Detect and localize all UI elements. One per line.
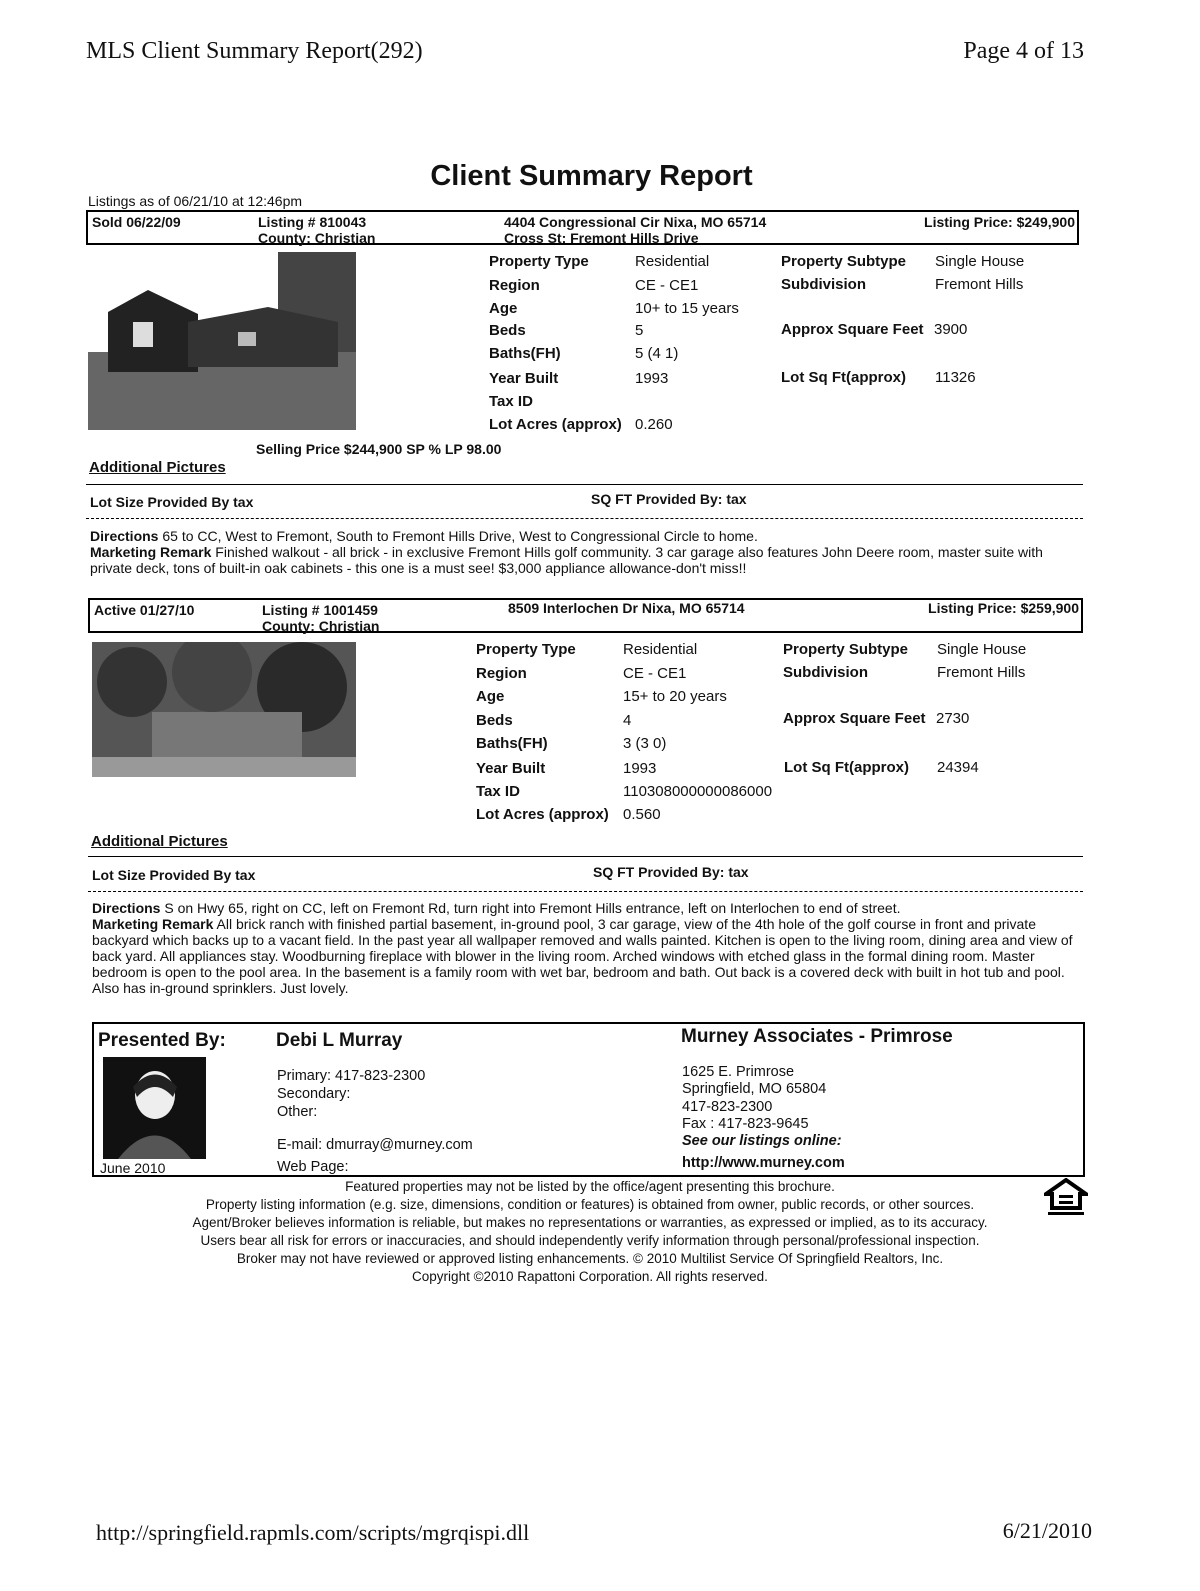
listing-price: Listing Price: $259,900	[928, 600, 1079, 616]
field-value: 24394	[937, 759, 979, 776]
divider	[86, 518, 1083, 519]
field-value: 3 (3 0)	[623, 735, 667, 752]
field-value: 1993	[623, 760, 657, 777]
listing-county: County: Christian	[262, 618, 380, 634]
field-value: Residential	[623, 641, 698, 658]
report-header-title: MLS Client Summary Report(292)	[86, 38, 423, 64]
page-number: Page 4 of 13	[963, 38, 1084, 64]
listing-status: Sold 06/22/09	[92, 214, 181, 230]
sqft-provided: SQ FT Provided By: tax	[591, 491, 747, 507]
office-address-line2: Springfield, MO 65804	[682, 1081, 827, 1097]
field-label: Lot Sq Ft(approx)	[781, 369, 906, 386]
field-value: Single House	[937, 641, 1027, 658]
office-address-line1: 1625 E. Primrose	[682, 1064, 795, 1080]
field-value: 1993	[635, 370, 669, 387]
marketing-remark-text: Finished walkout - all brick - in exclusive Fremont Hills golf community. 3 car garage also features John Deere room, master suite with private deck, tons of built-in oak cabinets - this one is a must see! $3,000 appliance allowance-don't miss!!	[90, 544, 1043, 576]
lot-size-provided: Lot Size Provided By tax	[92, 867, 256, 883]
field-label: Baths(FH)	[476, 735, 548, 752]
directions-label: Directions	[92, 900, 161, 916]
field-value: 10+ to 15 years	[635, 300, 739, 317]
field-label: Beds	[489, 322, 526, 339]
disclaimer-line: Copyright ©2010 Rapattoni Corporation. All rights reserved.	[412, 1269, 768, 1284]
field-label: Approx Square Feet	[781, 321, 924, 338]
footer-url: http://springfield.rapmls.com/scripts/mgrqispi.dll	[96, 1520, 530, 1545]
field-label: Tax ID	[489, 393, 533, 410]
field-label: Region	[476, 665, 527, 682]
disclaimer-line: Property listing information (e.g. size, dimensions, condition or features) is obtained from owner, public records, or other sources.	[205, 1197, 975, 1212]
agent-secondary-phone: Secondary:	[277, 1086, 351, 1102]
disclaimer-line: Agent/Broker believes information is reliable, but makes no representations or warranties, as expressed or implied, as to its accuracy.	[192, 1215, 988, 1230]
listing-description	[90, 528, 1080, 576]
marketing-remark-label: Marketing Remark	[90, 544, 212, 560]
field-label: Age	[476, 688, 505, 705]
field-value: 0.260	[635, 416, 673, 433]
listing-address: 4404 Congressional Cir Nixa, MO 65714	[504, 214, 767, 230]
agent-other-phone: Other:	[277, 1104, 318, 1120]
marketing-remark-label: Marketing Remark	[92, 916, 214, 932]
listing-photo	[88, 252, 356, 430]
field-value: 2730	[936, 710, 970, 727]
field-value: 3900	[934, 321, 968, 338]
lot-size-provided: Lot Size Provided By tax	[90, 494, 254, 510]
directions-text: S on Hwy 65, right on CC, left on Fremont Rd, turn right into Fremont Hills entrance, left on Interlochen to end of street.	[164, 900, 901, 916]
field-label: Tax ID	[476, 783, 520, 800]
field-value: 11326	[935, 369, 976, 386]
listing-header-box	[88, 598, 1083, 633]
agent-name: Debi L Murray	[276, 1030, 403, 1051]
additional-pictures-link[interactable]: Additional Pictures	[89, 459, 226, 476]
listing-description	[92, 900, 1082, 996]
listing-header-box	[86, 210, 1079, 245]
office-phone: 417-823-2300	[682, 1099, 773, 1115]
office-website-link[interactable]: http://www.murney.com	[682, 1155, 845, 1171]
field-label: Lot Acres (approx)	[476, 806, 609, 823]
field-label: Lot Acres (approx)	[489, 416, 622, 433]
directions-label: Directions	[90, 528, 159, 544]
field-label: Beds	[476, 712, 513, 729]
selling-price: Selling Price $244,900 SP % LP 98.00	[256, 441, 502, 457]
disclaimer-line: Users bear all risk for errors or inaccuracies, and should independently verify information through personal/professional inspection.	[200, 1233, 980, 1248]
sqft-provided: SQ FT Provided By: tax	[593, 864, 749, 880]
office-name: Murney Associates - Primrose	[681, 1026, 953, 1047]
field-label: Lot Sq Ft(approx)	[784, 759, 909, 776]
see-listings-online: See our listings online:	[682, 1133, 842, 1149]
field-value: Residential	[635, 253, 710, 270]
field-label: Baths(FH)	[489, 345, 561, 362]
field-value: CE - CE1	[635, 277, 699, 294]
field-value: 5	[635, 322, 644, 339]
field-label: Property Subtype	[783, 641, 909, 658]
page-title: Client Summary Report	[430, 160, 753, 192]
listing-price: Listing Price: $249,900	[924, 214, 1075, 230]
field-label: Property Type	[476, 641, 576, 658]
field-label: Subdivision	[783, 664, 869, 681]
listing-status: Active 01/27/10	[94, 602, 195, 618]
divider	[88, 891, 1083, 892]
field-label: Year Built	[489, 370, 559, 387]
disclaimer-line: Broker may not have reviewed or approved listing enhancements. © 2010 Multilist Service Of Springfield Realtors, Inc.	[236, 1251, 944, 1266]
field-label: Subdivision	[781, 276, 867, 293]
presented-by-label: Presented By:	[98, 1030, 226, 1051]
field-label: Age	[489, 300, 518, 317]
listing-photo	[92, 642, 356, 777]
divider	[86, 484, 1083, 485]
marketing-remark-text: All brick ranch with finished partial basement, in-ground pool, 3 car garage, view of the 4th hole of the golf course in front and private backyard which backs up to a vacant field. In the past year all wallpaper removed and walls painted. Kitchen is open to the living room, dining area and view of back yard. All appliances stay. Woodburning fireplace with blower in the living room. Arched windows with etched glass in the formal dining room. Master bedroom is open to the pool area. In the basement is a family room with wet bar, bedroom and bath. Out back is a covered deck with built in hot tub and pool. Also has in-ground sprinklers. Just lovely.	[92, 916, 1073, 996]
agent-web-page: Web Page:	[277, 1159, 349, 1175]
agent-primary-phone: Primary: 417-823-2300	[277, 1068, 426, 1084]
agent-box	[92, 1022, 1085, 1177]
footer-date: 6/21/2010	[1002, 1518, 1092, 1543]
disclaimer	[90, 1178, 1090, 1286]
field-value: 5 (4 1)	[635, 345, 679, 362]
listing-county: County: Christian	[258, 230, 376, 246]
divider	[88, 856, 1083, 857]
field-value: 0.560	[623, 806, 661, 823]
listings-as-of: Listings as of 06/21/10 at 12:46pm	[88, 193, 303, 209]
field-value: 110308000000086000	[623, 783, 773, 800]
field-label: Year Built	[476, 760, 546, 777]
agent-photo	[103, 1057, 206, 1159]
directions-text: 65 to CC, West to Fremont, South to Fremont Hills Drive, West to Congressional Circle to home.	[162, 528, 758, 544]
field-value: CE - CE1	[623, 665, 687, 682]
office-fax: Fax : 417-823-9645	[682, 1116, 809, 1132]
field-label: Region	[489, 277, 540, 294]
field-label: Property Subtype	[781, 253, 907, 270]
listing-number: Listing # 810043	[258, 214, 367, 230]
additional-pictures-link[interactable]: Additional Pictures	[91, 833, 228, 850]
listing-address: 8509 Interlochen Dr Nixa, MO 65714	[508, 600, 745, 616]
agent-email[interactable]: E-mail: dmurray@murney.com	[277, 1137, 473, 1153]
field-label: Approx Square Feet	[783, 710, 926, 727]
agent-photo-caption: June 2010	[100, 1160, 166, 1176]
listing-number: Listing # 1001459	[262, 602, 378, 618]
field-value: Fremont Hills	[937, 664, 1026, 681]
field-value: Single House	[935, 253, 1025, 270]
field-value: Fremont Hills	[935, 276, 1024, 293]
field-value: 4	[623, 712, 632, 729]
field-label: Property Type	[489, 253, 589, 270]
field-value: 15+ to 20 years	[623, 688, 727, 705]
listing-cross-street: Cross St: Fremont Hills Drive	[504, 230, 699, 246]
disclaimer-line: Featured properties may not be listed by the office/agent presenting this brochure.	[345, 1179, 835, 1194]
